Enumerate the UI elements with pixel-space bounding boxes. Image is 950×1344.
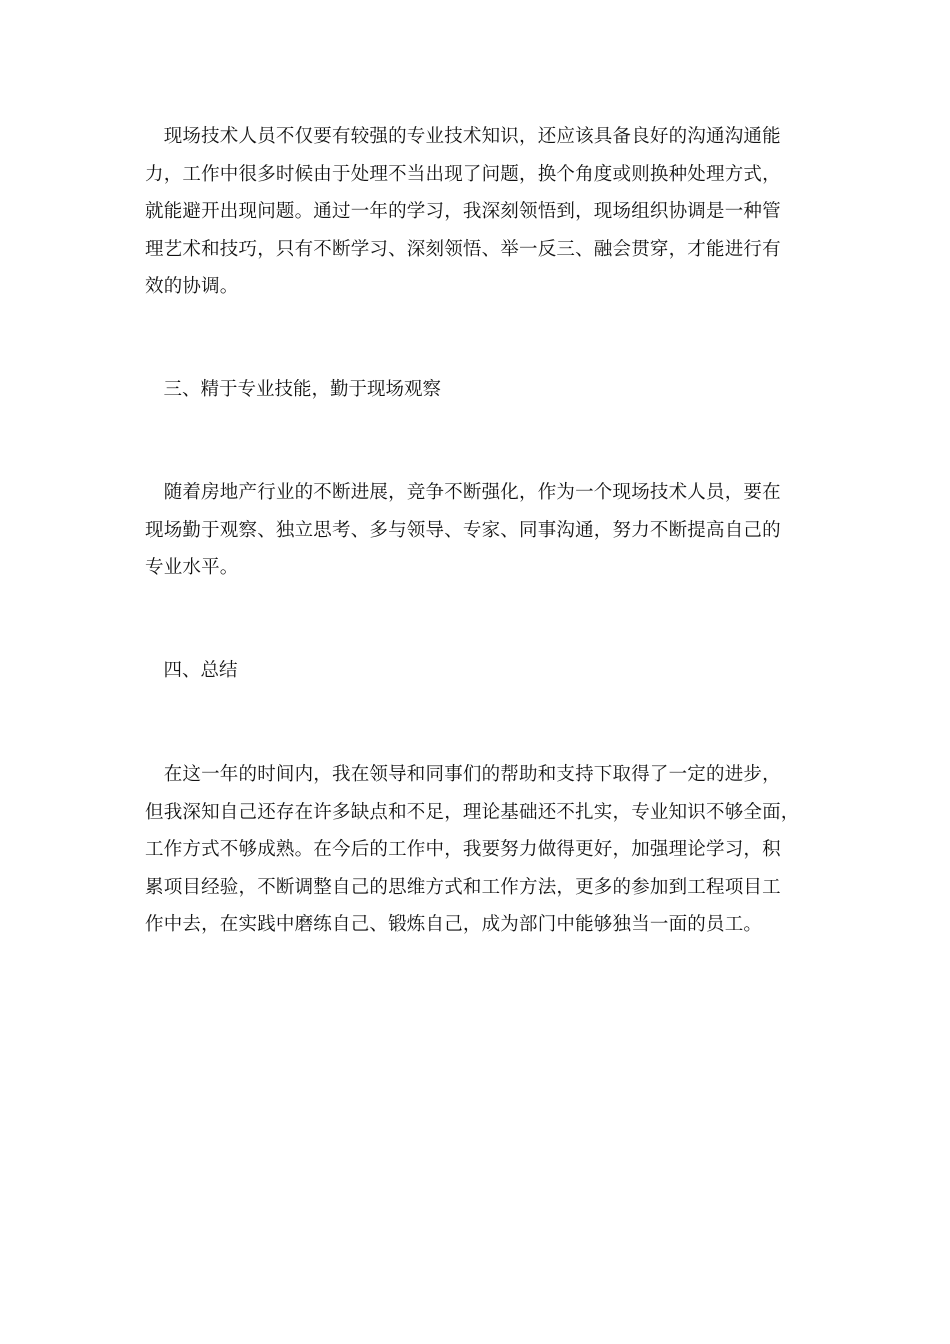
paragraph-line: 随着房地产行业的不断进展，竞争不断强化，作为一个现场技术人员，要在 (145, 482, 781, 503)
paragraph-line: 作中去，在实践中磨练自己、锻炼自己，成为部门中能够独当一面的员工。 (145, 914, 763, 935)
paragraph-line: 但我深知自己还存在许多缺点和不足，理论基础还不扎实，专业知识不够全面， (145, 801, 800, 823)
paragraph-line: 理艺术和技巧，只有不断学习、深刻领悟、举一反三、融会贯穿，才能进行有 (145, 238, 781, 260)
paragraph-summary (145, 756, 805, 944)
paragraph-line: 就能避开出现问题。通过一年的学习，我深刻领悟到，现场组织协调是一种管 (145, 201, 781, 222)
section-heading-four: 四、总结 (145, 660, 238, 681)
paragraph-professional-skills (145, 474, 805, 587)
paragraph-line: 力，工作中很多时候由于处理不当出现了问题，换个角度或则换种处理方式， (145, 163, 781, 185)
paragraph-communication (145, 118, 805, 306)
paragraph-line: 效的协调。 (145, 276, 239, 297)
section-heading-three: 三、精于专业技能，勤于现场观察 (145, 379, 442, 400)
paragraph-line: 现场勤于观察、独立思考、多与领导、专家、同事沟通，努力不断提高自己的 (145, 519, 781, 541)
paragraph-line: 现场技术人员不仅要有较强的专业技术知识，还应该具备良好的沟通沟通能 (145, 126, 781, 147)
paragraph-line: 专业水平。 (145, 557, 239, 578)
paragraph-line: 工作方式不够成熟。在今后的工作中，我要努力做得更好，加强理论学习，积 (145, 839, 781, 860)
paragraph-line: 累项目经验，不断调整自己的思维方式和工作方法，更多的参加到工程项目工 (145, 876, 781, 898)
paragraph-line: 在这一年的时间内，我在领导和同事们的帮助和支持下取得了一定的进步， (145, 764, 781, 785)
